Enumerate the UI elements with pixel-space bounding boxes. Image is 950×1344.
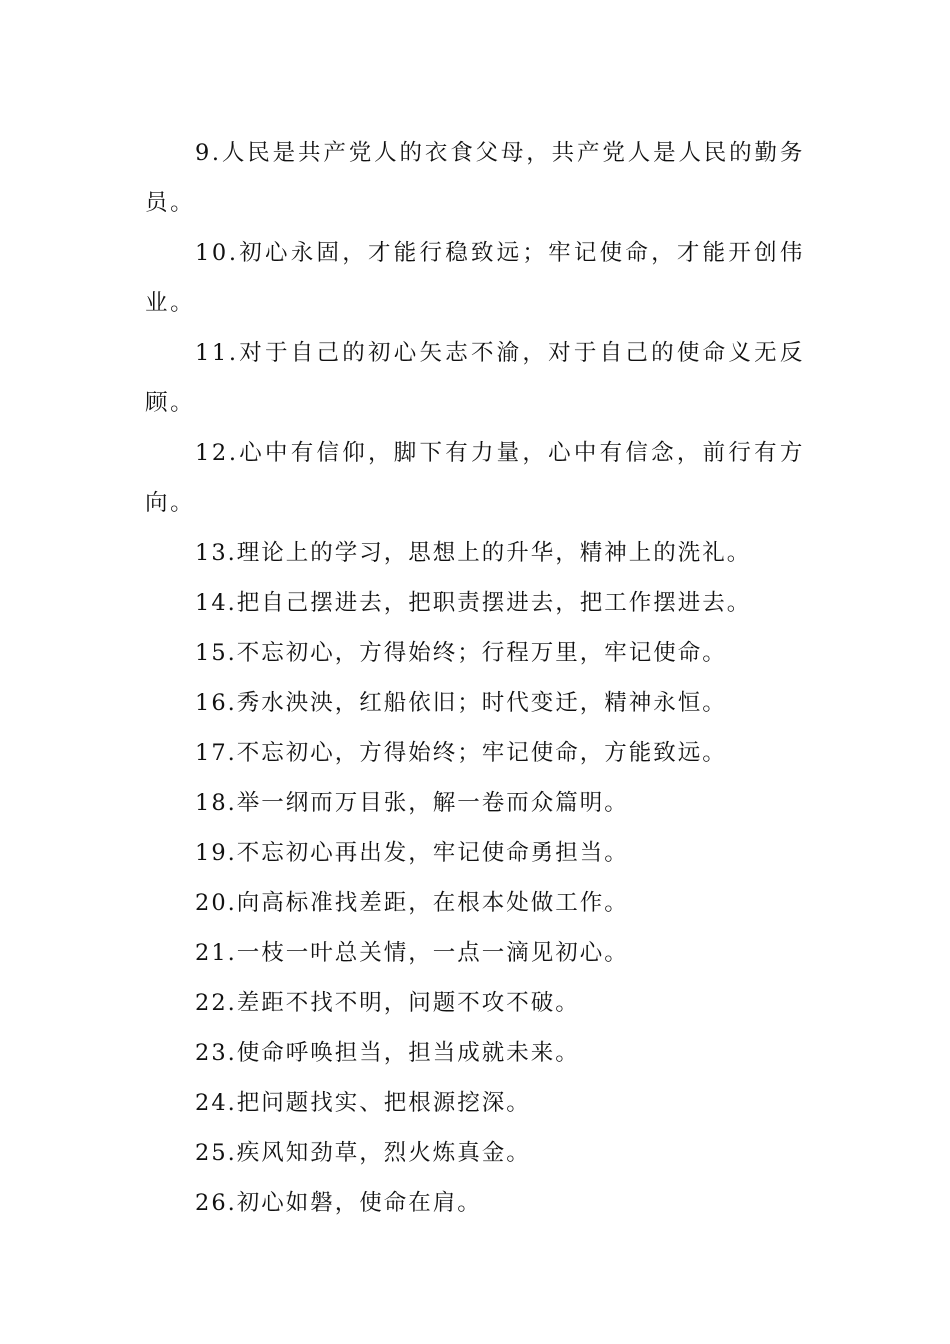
list-item: 25.疾风知劲草，烈火炼真金。 xyxy=(195,1140,531,1166)
list-item: 12.心中有信仰，脚下有力量，心中有信念，前行有方向。 xyxy=(145,440,805,516)
list-item: 15.不忘初心，方得始终；行程万里，牢记使命。 xyxy=(195,640,727,666)
list-item: 16.秀水泱泱，红船依旧；时代变迁，精神永恒。 xyxy=(195,690,727,716)
list-item: 14.把自己摆进去，把职责摆进去，把工作摆进去。 xyxy=(195,590,752,616)
list-item: 23.使命呼唤担当，担当成就未来。 xyxy=(195,1040,580,1066)
list-item: 10.初心永固，才能行稳致远；牢记使命，才能开创伟业。 xyxy=(145,240,805,316)
list-item: 20.向高标准找差距，在根本处做工作。 xyxy=(195,890,629,916)
list-item: 22.差距不找不明，问题不攻不破。 xyxy=(195,990,580,1016)
document-body xyxy=(145,128,805,1228)
list-item: 26.初心如磐，使命在肩。 xyxy=(195,1190,482,1216)
list-item: 11.对于自己的初心矢志不渝，对于自己的使命义无反顾。 xyxy=(145,340,805,416)
list-item: 13.理论上的学习，思想上的升华，精神上的洗礼。 xyxy=(195,540,752,566)
list-item: 18.举一纲而万目张，解一卷而众篇明。 xyxy=(195,790,629,816)
list-item: 24.把问题找实、把根源挖深。 xyxy=(195,1090,531,1116)
list-item: 19.不忘初心再出发，牢记使命勇担当。 xyxy=(195,840,629,866)
list-item: 21.一枝一叶总关情，一点一滴见初心。 xyxy=(195,940,629,966)
list-item: 17.不忘初心，方得始终；牢记使命，方能致远。 xyxy=(195,740,727,766)
list-item: 9.人民是共产党人的衣食父母，共产党人是人民的勤务员。 xyxy=(145,140,805,216)
